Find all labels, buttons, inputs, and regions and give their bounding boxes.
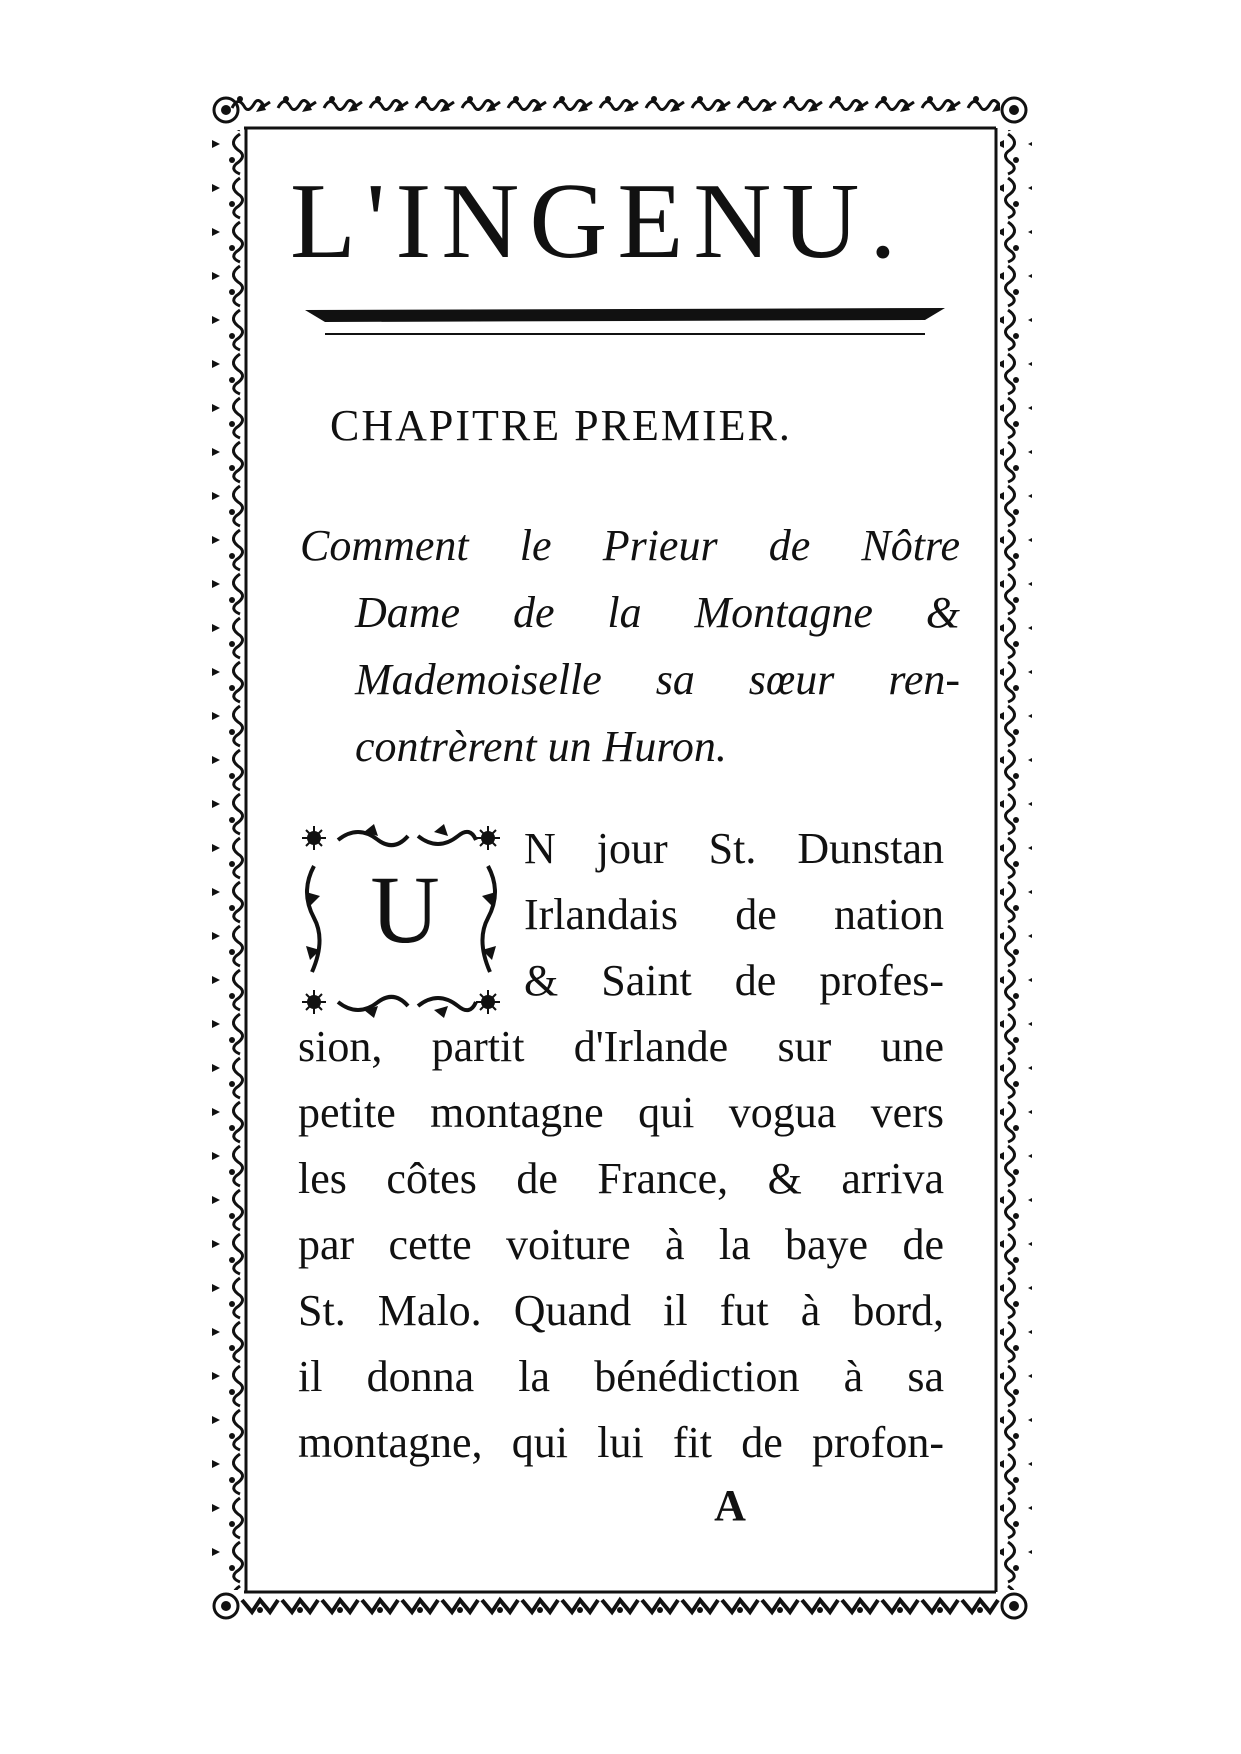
body-line: les côtes de France, & arriva bbox=[298, 1154, 944, 1203]
chapter-summary-line: Dame de la Montagne & bbox=[355, 588, 960, 637]
body-line: par cette voiture à la baye de bbox=[298, 1220, 944, 1269]
title-rule bbox=[305, 302, 945, 342]
body-line: sion, partit d'Irlande sur une bbox=[298, 1022, 944, 1071]
body-line: Irlandais de nation bbox=[524, 890, 944, 939]
signature-mark: A bbox=[714, 1481, 746, 1530]
body-text bbox=[298, 816, 944, 1476]
body-line: N jour St. Dunstan bbox=[524, 824, 944, 873]
body-line: petite montagne qui vogua vers bbox=[298, 1088, 944, 1137]
chapter-summary-line: contrèrent un Huron. bbox=[355, 722, 727, 771]
chapter-summary-line: Comment le Prieur de Nôtre bbox=[300, 521, 960, 570]
body-line: montagne, qui lui fit de profon- bbox=[298, 1418, 944, 1467]
body-line: & Saint de profes- bbox=[524, 956, 944, 1005]
book-title: L'INGENU. bbox=[290, 162, 907, 281]
chapter-summary bbox=[300, 512, 960, 780]
chapter-summary-line: Mademoiselle sa sœur ren- bbox=[355, 655, 960, 704]
chapter-heading: CHAPITRE PREMIER. bbox=[330, 401, 792, 450]
drop-cap-letter: U bbox=[370, 856, 440, 963]
body-line: St. Malo. Quand il fut à bord, bbox=[298, 1286, 944, 1335]
body-line: il donna la bénédiction à sa bbox=[298, 1352, 944, 1401]
